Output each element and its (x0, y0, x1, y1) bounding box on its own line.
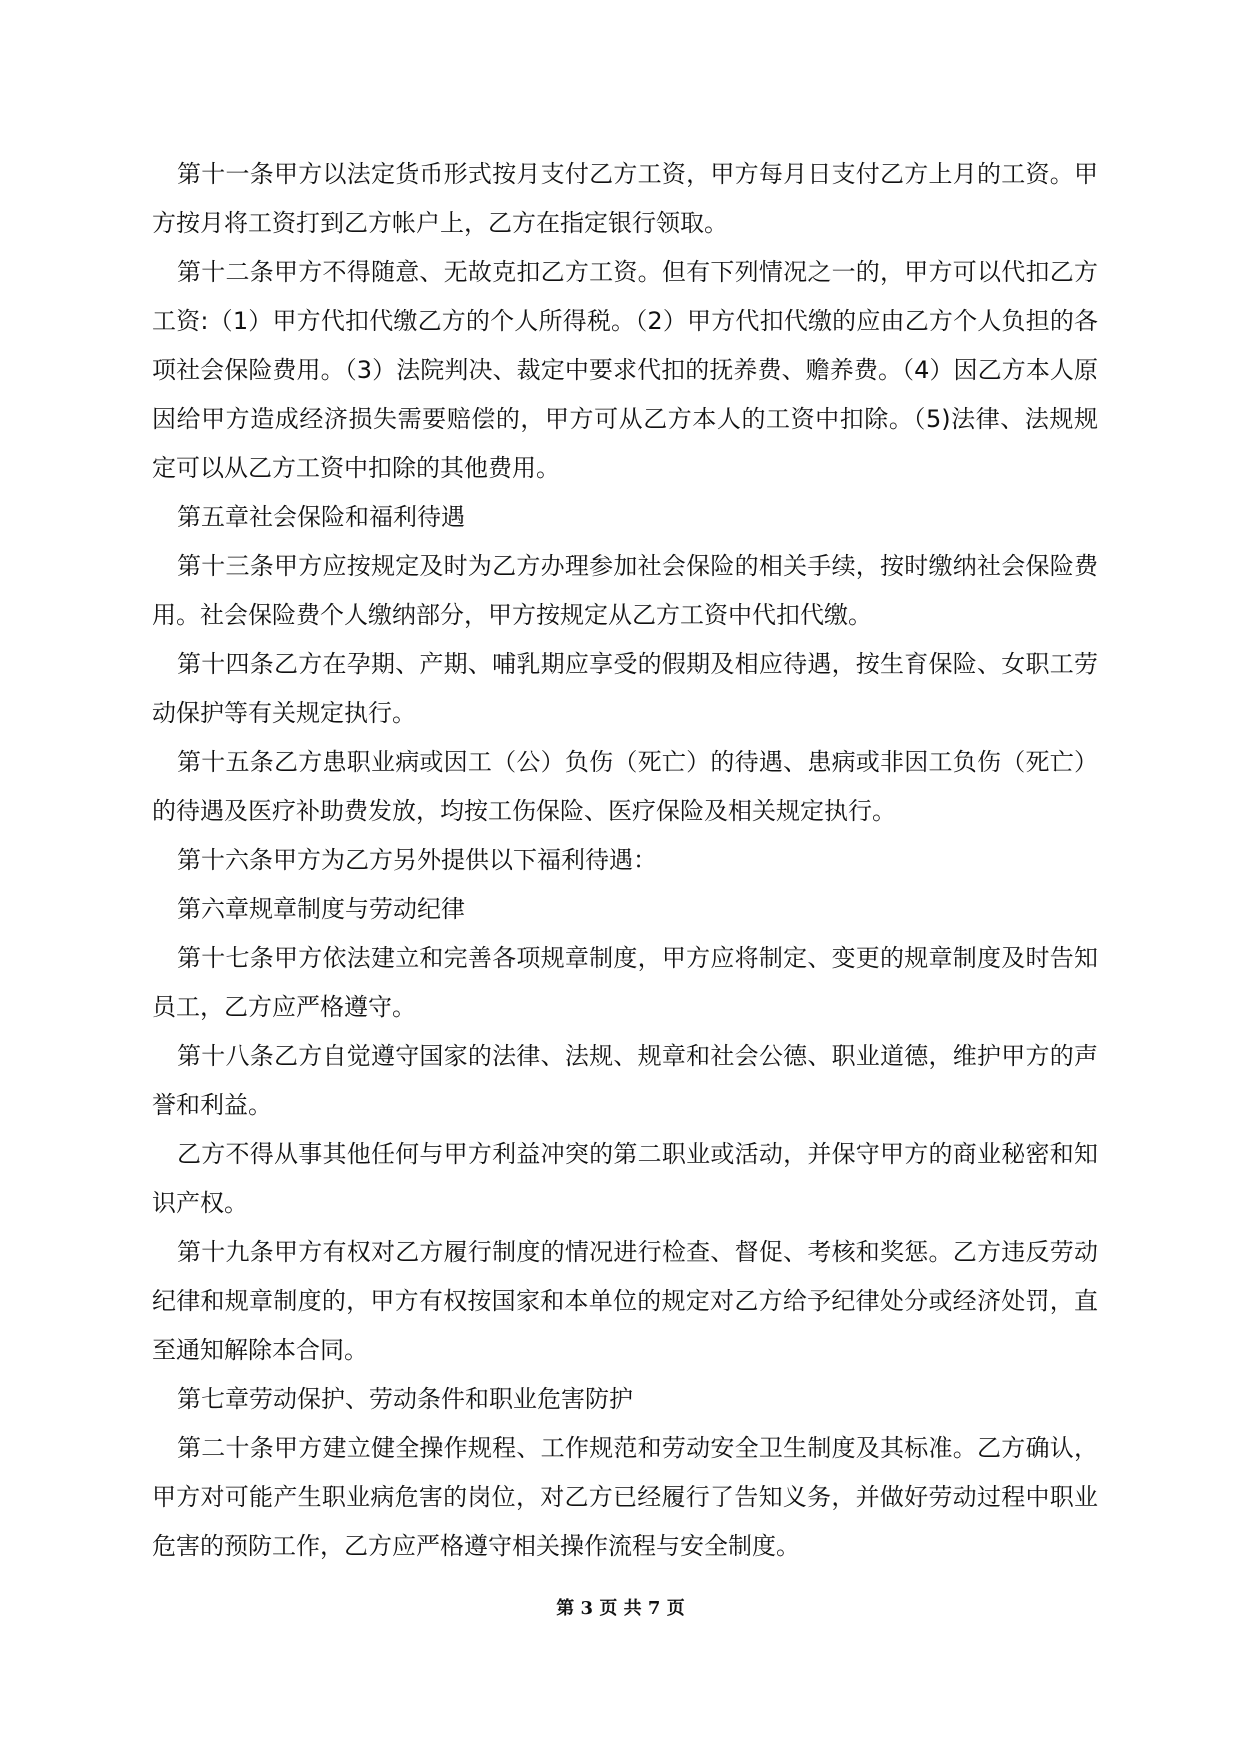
footer-prefix: 第 (556, 1598, 575, 1619)
chapter-6-heading: 第六章规章制度与劳动纪律 (177, 895, 465, 923)
document-body (152, 150, 1098, 1571)
footer-suffix: 页 (666, 1598, 685, 1619)
chapter-5-heading: 第五章社会保险和福利待遇 (177, 503, 465, 531)
footer-middle: 页 共 (599, 1598, 642, 1619)
chapter-7-heading: 第七章劳动保护、劳动条件和职业危害防护 (177, 1385, 633, 1413)
article-16: 第十六条甲方为乙方另外提供以下福利待遇： (177, 846, 657, 874)
article-13: 第十三条甲方应按规定及时为乙方办理参加社会保险的相关手续，按时缴纳社会保险费用。社会保险费个人缴纳部分，甲方按规定从乙方工资中代扣代缴。 (152, 552, 1098, 629)
article-20: 第二十条甲方建立健全操作规程、工作规范和劳动安全卫生制度及其标准。乙方确认，甲方对可能产生职业病危害的岗位，对乙方已经履行了告知义务，并做好劳动过程中职业危害的预防工作，乙方应严格遵守相关操作流程与安全制度。 (152, 1434, 1098, 1560)
article-11: 第十一条甲方以法定货币形式按月支付乙方工资，甲方每月日支付乙方上月的工资。甲方按月将工资打到乙方帐户上，乙方在指定银行领取。 (152, 160, 1098, 237)
article-19: 第十九条甲方有权对乙方履行制度的情况进行检查、督促、考核和奖惩。乙方违反劳动纪律和规章制度的，甲方有权按国家和本单位的规定对乙方给予纪律处分或经济处罚，直至通知解除本合同。 (152, 1238, 1098, 1364)
article-18: 第十八条乙方自觉遵守国家的法律、法规、规章和社会公德、职业道德，维护甲方的声誉和利益。 (152, 1042, 1098, 1119)
article-17: 第十七条甲方依法建立和完善各项规章制度，甲方应将制定、变更的规章制度及时告知员工，乙方应严格遵守。 (152, 944, 1098, 1021)
footer-total-pages: 7 (647, 1598, 661, 1619)
article-14: 第十四条乙方在孕期、产期、哺乳期应享受的假期及相应待遇，按生育保险、女职工劳动保护等有关规定执行。 (152, 650, 1098, 727)
footer-current-page: 3 (580, 1598, 594, 1619)
page-footer (0, 1597, 1241, 1621)
article-18-continued: 乙方不得从事其他任何与甲方利益冲突的第二职业或活动，并保守甲方的商业秘密和知识产权。 (152, 1140, 1098, 1217)
article-15: 第十五条乙方患职业病或因工（公）负伤（死亡）的待遇、患病或非因工负伤（死亡）的待遇及医疗补助费发放，均按工伤保险、医疗保险及相关规定执行。 (152, 748, 1098, 825)
article-12: 第十二条甲方不得随意、无故克扣乙方工资。但有下列情况之一的，甲方可以代扣乙方工资:（1）甲方代扣代缴乙方的个人所得税。（2）甲方代扣代缴的应由乙方个人负担的各项社会保险费用。（3）法院判决、裁定中要求代扣的抚养费、赡养费。（4）因乙方本人原因给甲方造成经济损失需要赔偿的，甲方可从乙方本人的工资中扣除。（5)法律、法规规定可以从乙方工资中扣除的其他费用。 (152, 258, 1098, 482)
